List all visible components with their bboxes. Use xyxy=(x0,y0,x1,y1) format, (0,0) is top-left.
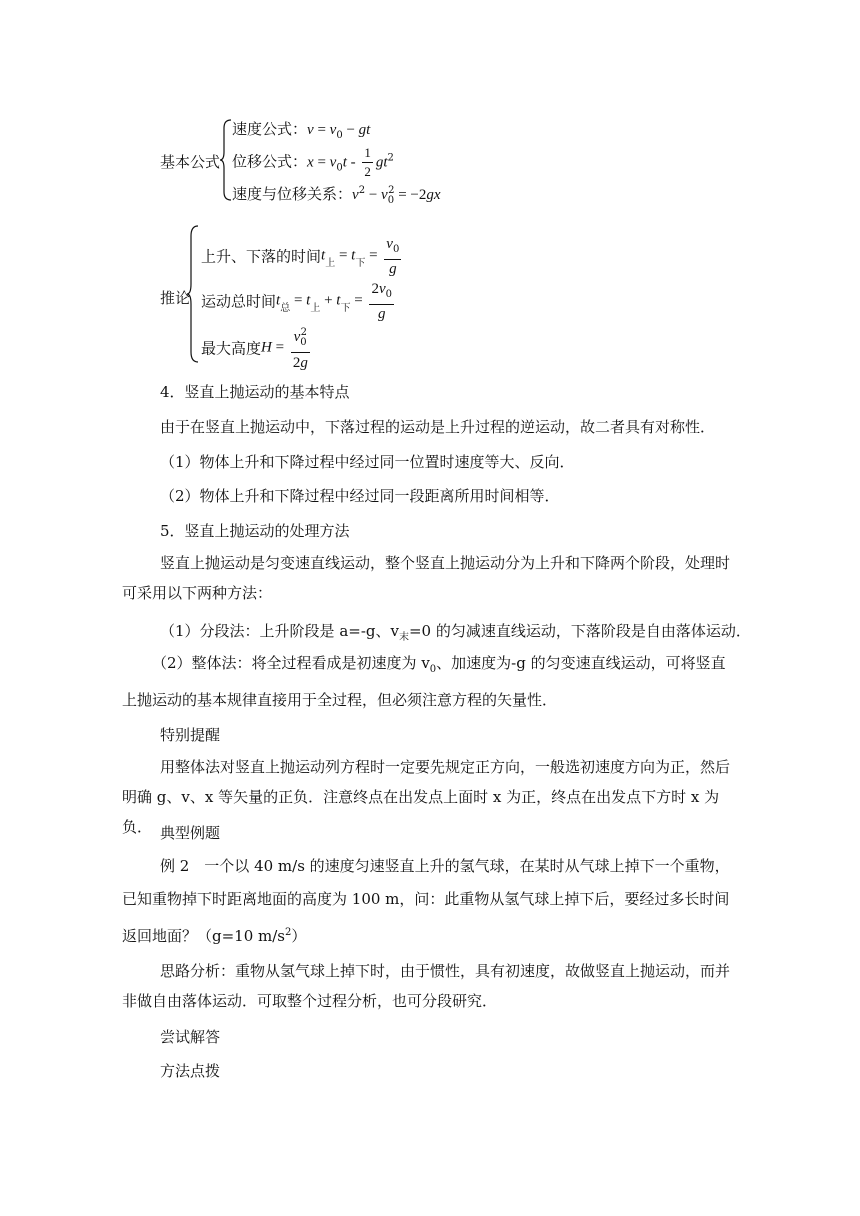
rise-fall-time-label: 上升、下落的时间 xyxy=(201,247,322,266)
section-5-intro: 竖直上抛运动是匀变速直线运动，整个竖直上抛运动分为上升和下降两个阶段，处理时可采用以下两种方法： xyxy=(122,554,731,602)
section-5-method-2: （2）整体法：将全过程看成是初速度为 $v_0$、加速度为-g 的匀变速直线运动，可将竖直上抛运动的基本规律直接用于全过程，但必须注意方程的矢量性． xyxy=(122,654,726,709)
section-4-heading: 4．竖直上抛运动的基本特点 xyxy=(160,383,350,401)
reminder-heading: 特别提醒 xyxy=(160,726,221,744)
displacement-formula-label: 位移公式： xyxy=(232,152,308,171)
section-4-intro: 由于在竖直上抛运动中，下落过程的运动是上升过程的逆运动，故二者具有对称性． xyxy=(160,418,716,436)
velocity-formula-label: 速度公式： xyxy=(232,120,308,138)
section-4-point-2: （2）物体上升和下降过程中经过同一段距离所用时间相等． xyxy=(160,487,560,505)
section-5-method-1: （1）分段法：上升阶段是 a=-g、$v_末=0$ 的匀减速直线运动，下落阶段是自由落体运动． xyxy=(160,622,751,643)
try-answer-heading: 尝试解答 xyxy=(160,1028,221,1046)
total-time-label: 运动总时间 xyxy=(201,292,277,311)
corollary-brace xyxy=(186,224,200,364)
basic-formula-label: 基本公式 xyxy=(160,153,221,171)
basic-formula-brace xyxy=(219,118,233,202)
reminder-text: 用整体法对竖直上抛运动列方程时一定要先规定正方向，一般选初速度方向为正，然后明确 g、v、x 等矢量的正负．注意终点在出发点上面时 x 为正，终点在出发点下方时 x 为负． xyxy=(122,758,731,836)
section-4-point-1: （1）物体上升和下降过程中经过同一位置时速度等大、反向． xyxy=(160,453,575,471)
max-height-label: 最大高度 xyxy=(201,339,262,358)
analysis-text: 思路分析：重物从氢气球上掉下时，由于惯性，具有初速度，故做竖直上抛运动，而并非做自由落体运动．可取整个过程分析，也可分段研究． xyxy=(122,962,731,1010)
displacement-formula: 位移公式：$x = v_0t$ - $\frac{1}{2}$ $gt^2$ xyxy=(232,145,394,179)
velocity-formula: 速度公式：$v = v_0$ − gt xyxy=(232,120,371,141)
section-5-heading: 5．竖直上抛运动的处理方法 xyxy=(160,522,350,540)
example-text: 例 2 一个以 40 m/s 的速度匀速竖直上升的氢气球，在某时从气球上掉下一个重物，已知重物掉下时距离地面的高度为 100 m，问：此重物从氢气球上掉下后，要经过多长时间返回地面？（g=10 $m/s^2$） xyxy=(122,857,730,945)
corollary-label: 推论 xyxy=(160,289,191,307)
velocity-displacement-formula: 速度与位移关系：$v^2 - v_0^2 = -2gx$ xyxy=(232,185,441,206)
rise-fall-time-formula: 上升、下落的时间$t_上 = t_下$ = $\frac{v_0}{g}$ xyxy=(201,236,400,277)
total-time-formula: 运动总时间$t_总 = t_上 + t_下$ = $\frac{2v_0}{g}$ xyxy=(201,281,392,322)
max-height-formula: 最大高度H = $\frac{v_0^2}{2g}$ xyxy=(201,327,308,371)
velocity-displacement-label: 速度与位移关系： xyxy=(232,185,353,203)
example-heading: 典型例题 xyxy=(160,824,221,842)
method-tip-heading: 方法点拨 xyxy=(160,1062,221,1080)
